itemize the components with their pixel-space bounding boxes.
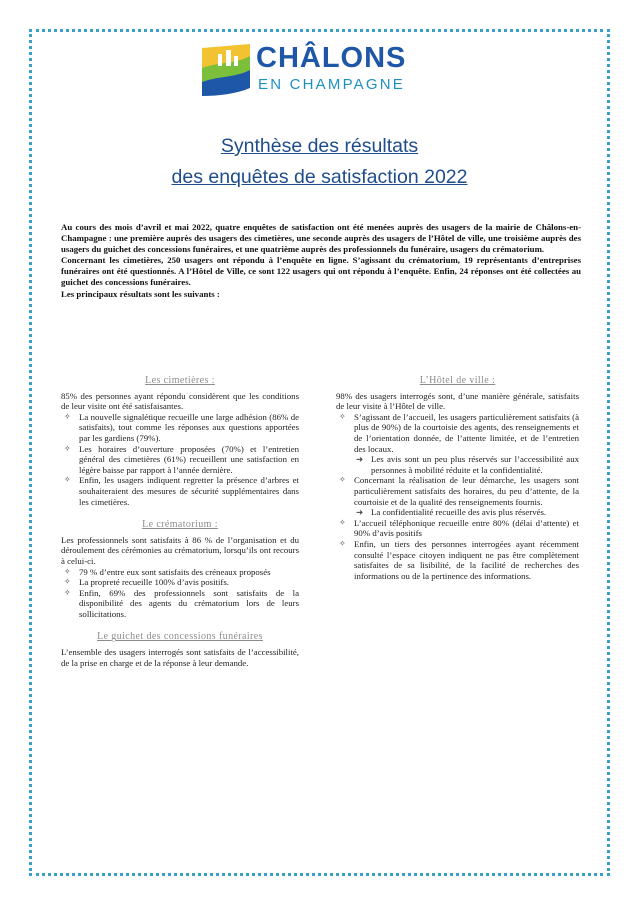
list-item-text: La nouvelle signalétique recueille une large adhésion (86% de satisfaits), tout comme les réponses aux questions apportées par les gardiens (79%). bbox=[79, 411, 299, 443]
arrow-bullet-icon: ➜ bbox=[356, 507, 364, 518]
section-heading-crematorium: Le crématorium : bbox=[142, 519, 218, 531]
list-item bbox=[336, 475, 579, 517]
diamond-bullet-icon: ✧ bbox=[64, 411, 71, 421]
page-title-line-1: Synthèse des résultats bbox=[220, 135, 419, 157]
section-heading-cimetieres: Les cimetières : bbox=[145, 375, 215, 386]
diamond-bullet-icon: ✧ bbox=[64, 577, 71, 587]
intro-paragraph: Les principaux résultats sont les suivants : bbox=[61, 288, 220, 299]
sub-list-item bbox=[354, 454, 579, 475]
list-item-text: Enfin, les usagers indiquent regretter la présence d’arbres et souhaiteraient des mesures de sécurité supplémentaires dans les cimetières. bbox=[79, 475, 299, 507]
diamond-bullet-icon: ✧ bbox=[339, 411, 346, 421]
section-heading-hotel-de-ville: L’Hôtel de ville : bbox=[419, 375, 496, 386]
sub-list bbox=[354, 507, 579, 518]
diamond-bullet-icon: ✧ bbox=[64, 566, 71, 576]
list-item bbox=[61, 588, 299, 620]
intro-text bbox=[61, 222, 581, 300]
sub-list-item-text: La confidentialité recueille des avis plus réservés. bbox=[371, 507, 547, 518]
list-item bbox=[61, 567, 299, 578]
list-item-text: S’agissant de l’accueil, les usagers particulièrement satisfaits (à plus de 90%) de la courtoisie des agents, des renseignements et de l’orientation donnée, de l’attente limitée, et de l’entretien des locaux. bbox=[354, 411, 579, 454]
city-emblem-icon bbox=[200, 42, 252, 96]
page-title-line-2: des enquêtes de satisfaction 2022 bbox=[171, 166, 468, 188]
cimetieres-list bbox=[61, 412, 299, 507]
list-item bbox=[336, 518, 579, 539]
section-heading-guichet: Le guichet des concessions funéraires bbox=[97, 631, 263, 643]
section-lead: 85% des personnes ayant répondu considèrent que les conditions de leur visite ont été satisfaisantes. bbox=[61, 390, 299, 412]
section-lead: L’ensemble des usagers interrogés sont satisfaits de l’accessibilité, de la prise en charge et de la réponse à leur demande. bbox=[61, 647, 299, 668]
logo-wordmark: CHÂLONS bbox=[256, 42, 407, 74]
list-item-text: Concernant la réalisation de leur démarche, les usagers sont particulièrement satisfaits des horaires, du peu d’attente, de la courtoisie et de la qualité des renseignements fournis. bbox=[354, 475, 579, 507]
list-item bbox=[61, 577, 299, 588]
list-item-text: Enfin, 69% des professionnels sont satisfaits de la disponibilité des agents du crématorium lors de leurs sollicitations. bbox=[79, 587, 299, 619]
sub-list-item bbox=[354, 507, 579, 518]
diamond-bullet-icon: ✧ bbox=[339, 517, 346, 527]
hotel-list bbox=[336, 412, 579, 582]
chalons-logo bbox=[200, 40, 460, 98]
list-item-text: L’accueil téléphonique recueille entre 80% (délai d’attente) et 90% d’avis positifs bbox=[354, 517, 579, 539]
diamond-bullet-icon: ✧ bbox=[339, 538, 346, 548]
logo-subtitle: EN CHAMPAGNE bbox=[258, 76, 405, 93]
arrow-bullet-icon: ➜ bbox=[356, 454, 364, 465]
list-item bbox=[61, 444, 299, 476]
list-item-text: 79 % d’entre eux sont satisfaits des créneaux proposés bbox=[79, 566, 271, 577]
intro-paragraph: Concernant les cimetières, 250 usagers ont répondu à l’enquête en ligne. S’agissant du crématorium, 19 représentants d’entreprises funéraires ont été questionnés. A l’Hôtel de Ville, ce sont 122 usagers qui ont répondu à l’enquête. Enfin, 24 réponses ont été collectées au guichet des concessions funéraires. bbox=[61, 255, 581, 288]
intro-paragraph: Au cours des mois d’avril et mai 2022, quatre enquêtes de satisfaction ont été menées auprès des usagers de la mairie de Châlons-en-Champagne : une première auprès des usagers des cimetières, une seconde auprès des usagers de l’Hôtel de ville, une troisième auprès des usagers du guichet des concessions funéraires, et une quatrième auprès des professionnels du funéraire, usagers du crématorium. bbox=[61, 222, 581, 255]
diamond-bullet-icon: ✧ bbox=[64, 443, 71, 453]
list-item-text: Les horaires d’ouverture proposées (70%) et l’entretien général des cimetières (61%) recueillent une satisfaction en légère baisse par rapport à l’année dernière. bbox=[79, 443, 299, 475]
list-item-text: Enfin, un tiers des personnes interrogées ayant récemment consulté l’espace citoyen indiquent ne pas être complètement satisfaites de sa lisibilité, de la facilité de recherches des informations ou de la pertinence des informations. bbox=[354, 538, 579, 581]
sub-list bbox=[354, 454, 579, 475]
crematorium-list bbox=[61, 567, 299, 620]
right-column bbox=[336, 376, 579, 581]
left-column bbox=[61, 376, 299, 668]
list-item bbox=[61, 412, 299, 444]
list-item bbox=[336, 539, 579, 581]
list-item bbox=[61, 475, 299, 507]
section-lead: Les professionnels sont satisfaits à 86 % de l’organisation et du déroulement des cérémonies au crématorium, lorsqu’ils ont recours à celui-ci. bbox=[61, 534, 299, 566]
section-lead: 98% des usagers interrogés sont, d’une manière générale, satisfaits de leur visite à l’Hôtel de ville. bbox=[336, 390, 579, 412]
sub-list-item-text: Les avis sont un peu plus réservés sur l’accessibilité aux personnes à mobilité réduite et la confidentialité. bbox=[371, 454, 579, 475]
list-item bbox=[336, 412, 579, 476]
list-item-text: La propreté recueille 100% d’avis positifs. bbox=[79, 577, 229, 588]
diamond-bullet-icon: ✧ bbox=[64, 475, 71, 485]
diamond-bullet-icon: ✧ bbox=[339, 475, 346, 485]
diamond-bullet-icon: ✧ bbox=[64, 587, 71, 597]
